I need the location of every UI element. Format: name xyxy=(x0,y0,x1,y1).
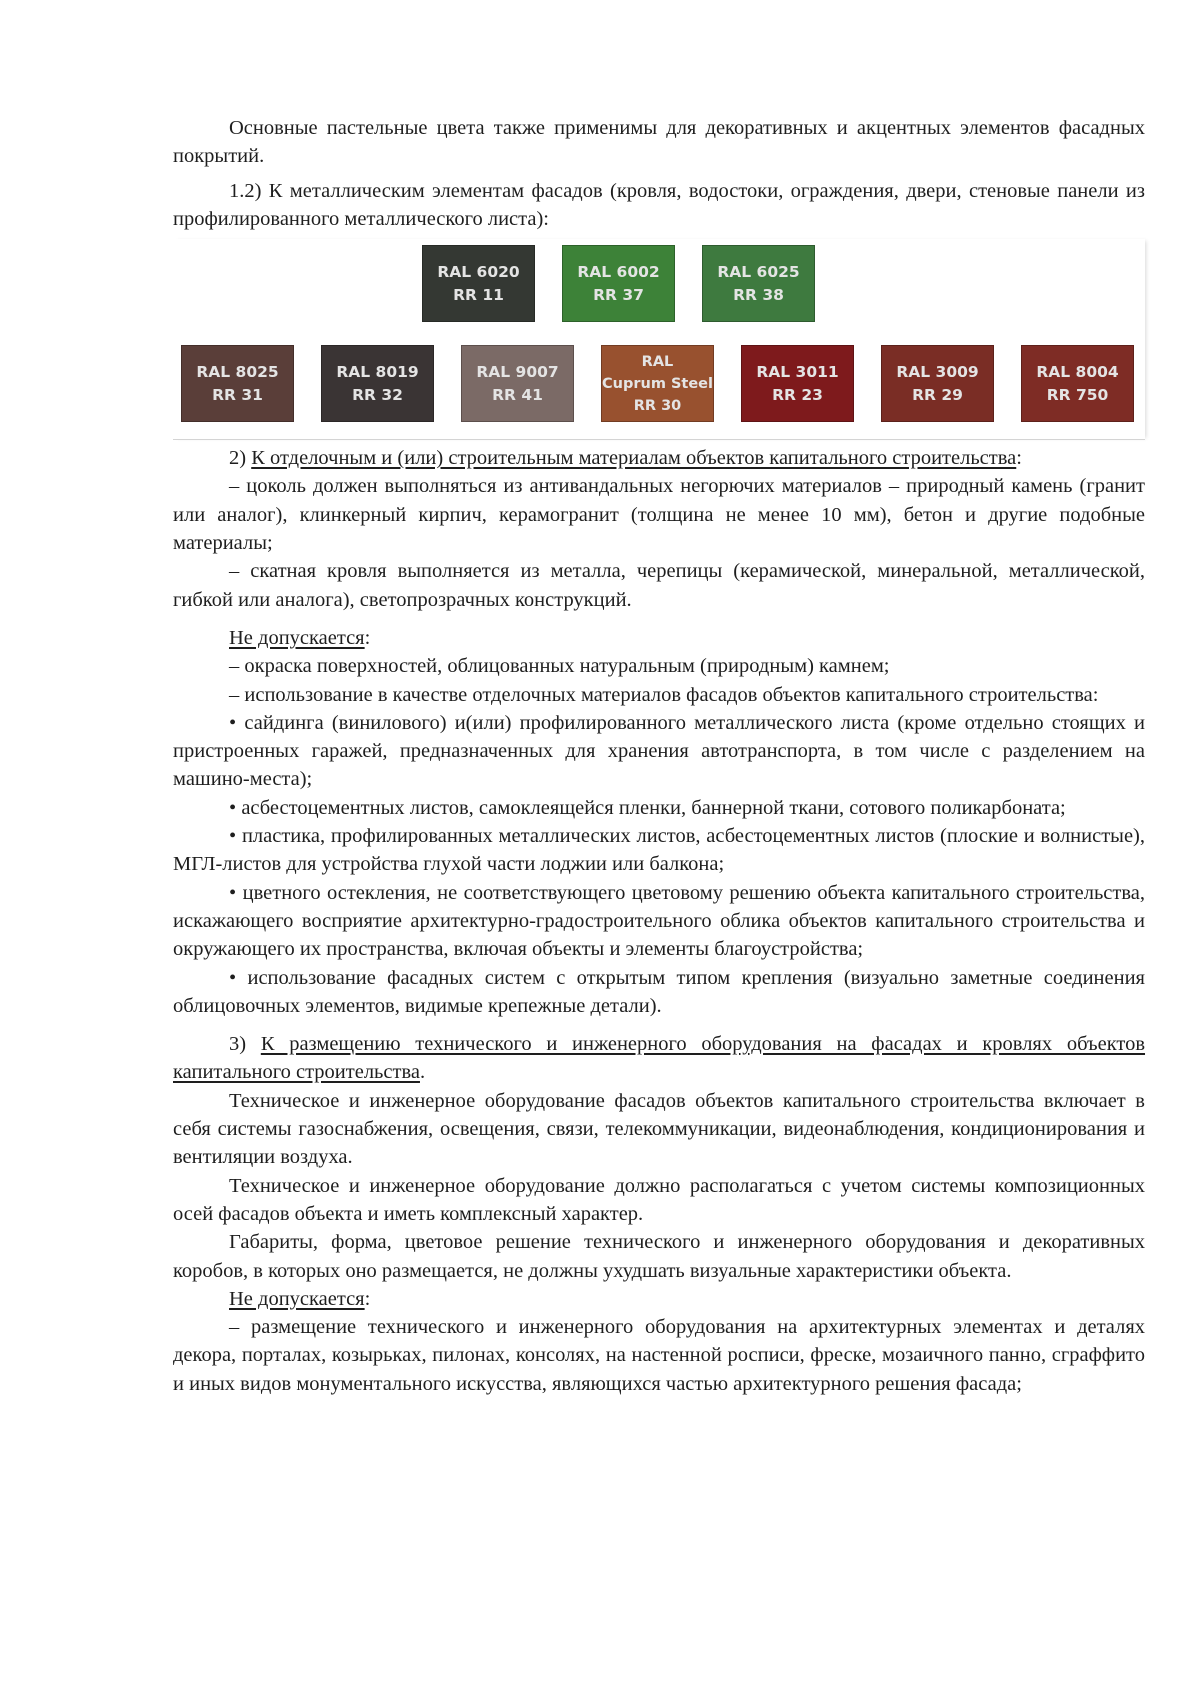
swatch-rr: RR 23 xyxy=(772,385,823,404)
bullet-item: • использование фасадных систем с открытым типом крепления (визуально заметные соединения облицовочных элементов, видимые крепежные детали). xyxy=(173,966,1145,1017)
swatch-ral-8025 xyxy=(181,345,294,422)
not-allowed-heading xyxy=(173,624,1145,652)
bullet-item: • сайдинга (винилового) и(или) профилированного металлического листа (кроме отдельно стоящих и пристроенных гаражей, предназначенных для хранения автотранспорта, в том числе с разделением на машино-места); xyxy=(173,711,1145,791)
swatch-rr: RR 38 xyxy=(733,285,784,304)
section-3-heading xyxy=(173,1030,1145,1087)
paragraph-painting: – окраска поверхностей, облицованных натуральным (природным) камнем; xyxy=(229,655,890,678)
paragraph-intro: Основные пастельные цвета также применимы для декоративных и акцентных элементов фасадных покрытий. xyxy=(173,117,1145,168)
swatch-code: RAL 8025 xyxy=(196,362,279,381)
bullet-text: асбестоцементных листов, самоклеящейся пленки, баннерной ткани, сотового поликарбоната; xyxy=(241,796,1066,819)
swatch-ral-6002 xyxy=(562,245,675,322)
swatch-code: RAL 6020 xyxy=(437,262,520,281)
paragraph-tech-dimensions: Габариты, форма, цветовое решение технического и инженерного оборудования и декоративных коробов, в которых оно размещается, не должны ухудшать визуальные характеристики объекта. xyxy=(173,1231,1145,1282)
section-title-period: . xyxy=(419,1061,426,1084)
swatch-code: RAL 6002 xyxy=(577,262,660,281)
bullet-text: цветного остекления, не соответствующего цветовому решению объекта капитального строительства, искажающего восприятие архитектурно-градостроительного облика объектов капитального строительства и окружающего их пространства, включая объекты и элементы благоустройства; xyxy=(173,881,1145,961)
swatch-ral-8019 xyxy=(321,345,434,422)
bullet-text: использование фасадных систем с открытым типом крепления (визуально заметные соединения облицовочных элементов, видимые крепежные детали). xyxy=(173,966,1145,1017)
section-title: К отделочным и (или) строительным материалам объектов капитального строительства xyxy=(251,447,1017,470)
swatch-ral-6025 xyxy=(702,245,815,322)
not-allowed-colon: : xyxy=(364,626,371,649)
swatch-code: RAL 9007 xyxy=(476,362,559,381)
swatch-code: RAL 3011 xyxy=(756,362,839,381)
section-title: К размещению технического и инженерного оборудования на фасадах и кровлях объектов капитального строительства xyxy=(173,1033,1146,1084)
paragraph-roof: – скатная кровля выполняется из металла, черепицы (керамической, минеральной, металлической, гибкой или аналога), светопрозрачных конструкций. xyxy=(173,560,1145,611)
paragraph-metal-elements: 1.2) К металлическим элементам фасадов (кровля, водостоки, ограждения, двери, стеновые панели из профилированного металлического листа): xyxy=(173,179,1145,230)
swatch-rr: RR 29 xyxy=(912,385,963,404)
bullet-item: • асбестоцементных листов, самоклеящейся пленки, баннерной ткани, сотового поликарбоната; xyxy=(229,796,1066,819)
swatch-ral-9007 xyxy=(461,345,574,422)
swatch-code: RAL 6025 xyxy=(717,262,800,281)
swatch-code: RAL 8019 xyxy=(336,362,419,381)
section-2-heading xyxy=(173,444,1145,472)
swatch-ral-3009 xyxy=(881,345,994,422)
swatch-name: Cuprum Steel xyxy=(602,375,713,392)
swatch-ral-8004 xyxy=(1021,345,1134,422)
swatch-ral-cuprum-steel xyxy=(601,345,714,422)
paragraph-tech-equipment: Техническое и инженерное оборудование фасадов объектов капитального строительства включает в себя системы газоснабжения, освещения, связи, телекоммуникации, видеонаблюдения, кондиционирования и вентиляции воздуха. xyxy=(173,1089,1145,1169)
paragraph-materials-use: – использование в качестве отделочных материалов фасадов объектов капитального строительства: xyxy=(229,683,1099,706)
swatch-rr: RR 31 xyxy=(212,385,263,404)
section-number: 3) xyxy=(229,1033,247,1056)
swatch-rr: RR 41 xyxy=(492,385,543,404)
paragraph-equipment-restriction: – размещение технического и инженерного оборудования на архитектурных элементах и деталях декора, порталах, козырьках, пилонах, консолях, на настенной росписи, фреске, мозаичного панно, сграффито и иных видов монументального искусства, являющихся частью архитектурного решения фасада; xyxy=(173,1316,1145,1395)
section-title-colon: : xyxy=(1016,447,1022,470)
ral-color-swatches xyxy=(173,239,1145,440)
section-number: 2) xyxy=(229,447,247,470)
not-allowed-label: Не допускается xyxy=(229,1287,365,1310)
not-allowed-colon: : xyxy=(364,1287,371,1310)
swatch-ral-6020 xyxy=(422,245,535,322)
paragraph-tech-placement: Техническое и инженерное оборудование должно располагаться с учетом системы композиционных осей фасадов объекта и иметь комплексный характер. xyxy=(173,1174,1145,1225)
not-allowed-heading xyxy=(173,1285,1145,1313)
swatch-ral-3011 xyxy=(741,345,854,422)
not-allowed-label: Не допускается xyxy=(229,626,365,649)
bullet-text: сайдинга (винилового) и(или) профилированного металлического листа (кроме отдельно стоящих и пристроенных гаражей, предназначенных для хранения автотранспорта, в том числе с разделением на машино-места); xyxy=(173,711,1145,791)
swatch-rr: RR 32 xyxy=(352,385,403,404)
swatch-code: RAL 8004 xyxy=(1036,362,1119,381)
document-body xyxy=(173,114,1145,1398)
swatch-code: RAL 3009 xyxy=(896,362,979,381)
swatch-code: RAL xyxy=(641,353,674,370)
swatch-rr: RR 750 xyxy=(1046,385,1109,404)
bullet-text: пластика, профилированных металлических листов, асбестоцементных листов (плоские и волнистые), МГЛ-листов для устройства глухой части лоджии или балкона; xyxy=(173,825,1145,876)
swatch-rr: RR 37 xyxy=(593,285,644,304)
swatch-rr: RR 11 xyxy=(453,285,504,304)
paragraph-socle: – цоколь должен выполняться из антивандальных негорючих материалов – природный камень (гранит или аналог), клинкерный кирпич, керамогранит (толщина не менее 10 мм), бетон и другие подобные материалы; xyxy=(173,475,1145,555)
bullet-item: • пластика, профилированных металлических листов, асбестоцементных листов (плоские и волнистые), МГЛ-листов для устройства глухой части лоджии или балкона; xyxy=(173,825,1145,876)
swatch-rr: RR 30 xyxy=(633,397,682,414)
bullet-item: • цветного остекления, не соответствующего цветовому решению объекта капитального строительства, искажающего восприятие архитектурно-градостроительного облика объектов капитального строительства и окружающего их пространства, включая объекты и элементы благоустройства; xyxy=(173,881,1145,961)
